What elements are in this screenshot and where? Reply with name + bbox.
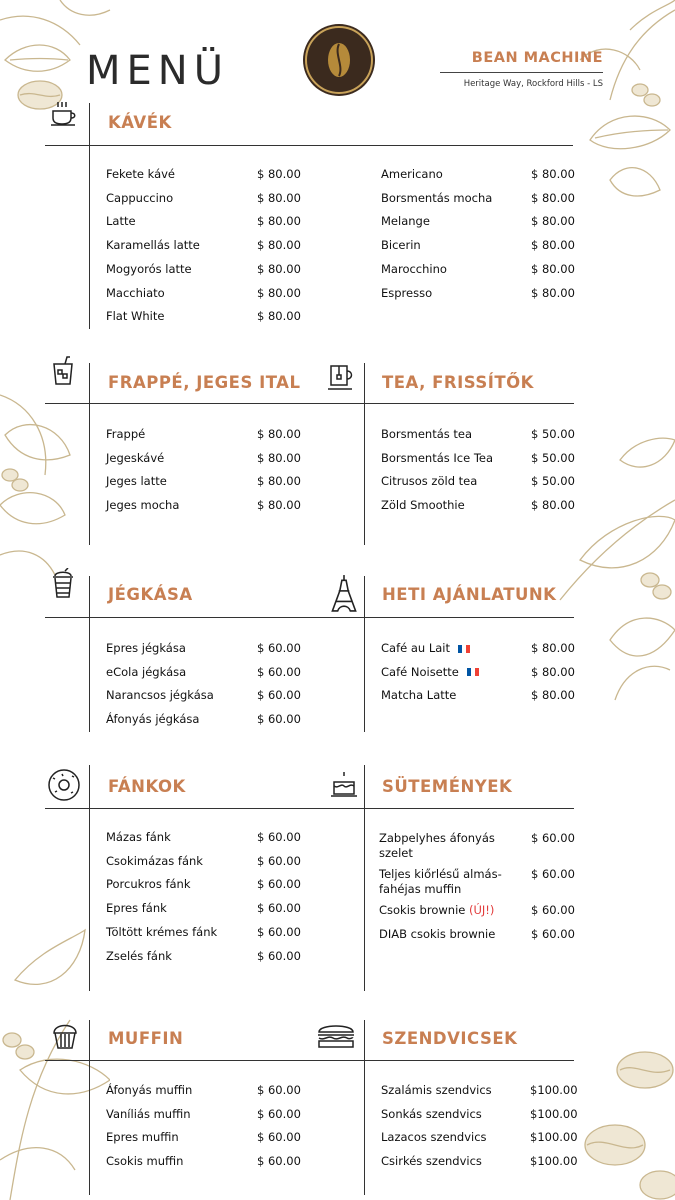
menu-item-name [381, 191, 492, 205]
menu-item-label: Frappé [106, 427, 146, 441]
menu-item-name [381, 286, 432, 300]
menu-item-price: $ 60.00 [257, 664, 301, 679]
muffin-icon [50, 1019, 80, 1049]
section-divider [45, 617, 363, 618]
menu-item-label: Epres fánk [106, 901, 167, 916]
menu-item-name [106, 167, 175, 181]
menu-item-label: Borsmentás mocha [381, 190, 493, 205]
menu-item-price: $ 60.00 [257, 1083, 301, 1097]
menu-item-price: $ 80.00 [531, 214, 575, 229]
menu-item-price: $ 60.00 [257, 877, 301, 892]
eiffel-tower-icon [328, 574, 360, 612]
menu-item-name [106, 498, 179, 512]
menu-item-price: $ 80.00 [257, 427, 301, 441]
menu-item-label: Zselés fánk [106, 948, 172, 963]
menu-item-label: Teljes kiőrlésű almás-fahéjas muffin [379, 867, 502, 896]
menu-item-name [381, 641, 470, 655]
menu-item-price: $ 80.00 [257, 190, 301, 205]
menu-item-name [381, 214, 430, 228]
menu-item-name [106, 665, 186, 679]
menu-item-label: Csokis brownie [379, 903, 466, 917]
section-title-frappe: FRAPPÉ, JEGES ITAL [108, 373, 301, 392]
menu-item-price: $ 60.00 [257, 641, 301, 655]
menu-item-label: Americano [381, 167, 443, 181]
section-title-jegkasa: JÉGKÁSA [108, 585, 193, 604]
menu-item-price: $ 80.00 [531, 285, 575, 300]
menu-item-price: $ 80.00 [531, 498, 575, 513]
menu-item-name [106, 877, 191, 891]
section-title-muffin: MUFFIN [108, 1029, 184, 1048]
menu-item-price: $ 50.00 [531, 427, 575, 441]
menu-item-name [106, 641, 186, 655]
menu-item-label: Mogyorós latte [106, 261, 192, 276]
menu-item-name [379, 831, 504, 861]
menu-item-price: $ 60.00 [257, 688, 301, 703]
menu-item-price: $ 80.00 [257, 167, 301, 181]
menu-item-price: $ 60.00 [531, 903, 575, 917]
section-divider [45, 403, 363, 404]
menu-item-name [106, 262, 192, 276]
menu-item-name [106, 286, 165, 300]
menu-item-label: Sonkás szendvics [381, 1106, 482, 1121]
section-divider [320, 1060, 574, 1061]
menu-item-label: Marocchino [381, 261, 447, 276]
menu-item-label: Café Noisette [381, 664, 459, 679]
menu-item-price: $ 60.00 [531, 831, 575, 845]
menu-item-price: $ 60.00 [257, 853, 301, 868]
menu-item-label: Jegeskávé [106, 450, 165, 465]
menu-item-name [381, 688, 456, 702]
menu-item-name [106, 1107, 191, 1121]
menu-item-price: $ 80.00 [257, 214, 301, 229]
menu-item-price: $ 80.00 [531, 641, 575, 655]
section-title-fankok: FÁNKOK [108, 777, 186, 796]
section-divider-vertical [364, 765, 365, 991]
menu-item-label: eCola jégkása [106, 664, 187, 679]
menu-item-name [106, 901, 167, 915]
menu-item-label: Flat White [106, 309, 165, 324]
menu-item-name [106, 1083, 192, 1097]
section-divider [320, 808, 574, 809]
menu-item-name [381, 262, 447, 276]
section-divider-vertical [89, 765, 90, 991]
menu-item-label: Mázas fánk [106, 830, 171, 844]
menu-item-label: Espresso [381, 285, 433, 300]
section-divider-vertical [89, 1020, 90, 1195]
menu-item-label: Lazacos szendvics [381, 1130, 487, 1145]
section-divider [45, 1060, 363, 1061]
new-badge: (ÚJ!) [465, 903, 495, 917]
menu-item-label: Csirkés szendvics [381, 1154, 482, 1169]
menu-item-label: Cappuccino [106, 190, 174, 205]
section-title-heti: HETI AJÁNLATUNK [382, 585, 557, 604]
menu-item-name [379, 867, 504, 897]
menu-item-price: $100.00 [530, 1083, 578, 1097]
menu-item-price: $ 80.00 [531, 238, 575, 253]
sandwich-icon [316, 1022, 356, 1050]
menu-item-name [106, 191, 173, 205]
menu-item-name [381, 238, 421, 252]
menu-item-name [106, 949, 172, 963]
brand-address: Heritage Way, Rockford Hills - LS [463, 79, 603, 89]
menu-item-name [106, 1154, 183, 1168]
menu-item-label: Csokis muffin [106, 1154, 184, 1169]
menu-item-price: $ 60.00 [257, 1154, 301, 1169]
menu-item-name [381, 427, 472, 441]
section-divider-vertical [364, 1020, 365, 1195]
menu-item-label: Latte [106, 214, 136, 229]
menu-item-price: $ 80.00 [531, 261, 575, 276]
menu-item-price: $ 80.00 [257, 450, 301, 465]
france-flag-icon [467, 668, 479, 676]
menu-item-label: Café au Lait [381, 641, 451, 655]
section-divider [320, 403, 574, 404]
menu-item-label: Szalámis szendvics [381, 1083, 492, 1097]
menu-item-name [106, 854, 203, 868]
menu-item-label: Epres muffin [106, 1130, 179, 1145]
menu-item-name [381, 474, 477, 488]
section-divider [45, 808, 363, 809]
coffee-bean-decoration-bottom-right [575, 1040, 675, 1200]
section-divider-vertical [89, 103, 90, 329]
menu-item-price: $ 80.00 [531, 664, 575, 679]
menu-item-price: $100.00 [530, 1106, 578, 1121]
menu-item-label: Melange [381, 214, 430, 229]
section-divider-vertical [364, 576, 365, 732]
menu-item-label: Töltött krémes fánk [106, 924, 218, 939]
menu-item-name [381, 1130, 487, 1144]
menu-item-label: Epres jégkása [106, 641, 186, 655]
menu-item-price: $ 80.00 [531, 688, 575, 703]
menu-item-price: $100.00 [530, 1154, 578, 1169]
menu-item-label: Borsmentás Ice Tea [381, 450, 494, 465]
tea-cup-icon [326, 363, 356, 393]
coffee-bean-logo-icon [303, 24, 375, 96]
menu-item-label: Vaníliás muffin [106, 1106, 191, 1121]
menu-item-label: Matcha Latte [381, 688, 457, 703]
menu-item-label: Citrusos zöld tea [381, 474, 478, 489]
menu-item-name [106, 238, 200, 252]
menu-item-name [379, 927, 495, 941]
menu-item-name [379, 903, 494, 917]
menu-item-price: $ 80.00 [257, 261, 301, 276]
menu-item-name [106, 214, 136, 228]
menu-item-label: Áfonyás jégkása [106, 712, 200, 727]
menu-item-name [106, 712, 199, 726]
menu-item-label: Macchiato [106, 285, 165, 300]
menu-item-name [106, 309, 164, 323]
menu-item-label: Jeges mocha [106, 498, 180, 513]
page-title: MENÜ [86, 48, 229, 94]
menu-item-price: $ 60.00 [531, 867, 575, 881]
menu-item-price: $ 50.00 [531, 474, 575, 489]
menu-item-price: $ 80.00 [257, 285, 301, 300]
section-divider-vertical [364, 363, 365, 545]
menu-item-name [106, 688, 214, 702]
section-title-sutemenyek: SÜTEMÉNYEK [382, 777, 513, 796]
menu-item-price: $ 60.00 [257, 830, 301, 844]
menu-item-price: $ 60.00 [257, 948, 301, 963]
menu-item-price: $ 60.00 [257, 1130, 301, 1145]
section-title-szendvicsek: SZENDVICSEK [382, 1029, 518, 1048]
menu-item-label: Zöld Smoothie [381, 498, 465, 513]
brand-logo [303, 24, 375, 96]
coffee-leaf-decoration-left-middle [0, 375, 90, 585]
menu-item-name [106, 451, 164, 465]
menu-item-label: Karamellás latte [106, 238, 200, 253]
menu-item-price: $ 80.00 [257, 498, 301, 513]
menu-item-name [381, 167, 443, 181]
menu-item-price: $ 60.00 [531, 926, 575, 941]
menu-item-label: DIAB csokis brownie [379, 926, 496, 941]
coffee-leaf-decoration-top-right [570, 0, 675, 260]
menu-item-price: $ 60.00 [257, 924, 301, 939]
menu-item-label: Áfonyás muffin [106, 1083, 193, 1097]
section-divider-vertical [89, 576, 90, 732]
menu-item-name [381, 1083, 492, 1097]
cake-icon [329, 770, 359, 800]
menu-item-label: Csokimázas fánk [106, 853, 203, 868]
brand-name: BEAN MACHINE [471, 50, 603, 66]
menu-item-name [381, 451, 493, 465]
menu-item-name [106, 925, 217, 939]
menu-item-name [381, 665, 479, 679]
menu-item-name [106, 427, 145, 441]
menu-item-price: $ 60.00 [257, 712, 301, 727]
coffee-cup-icon [49, 98, 79, 128]
menu-item-price: $ 80.00 [257, 238, 301, 253]
donut-icon [47, 768, 81, 802]
menu-item-price: $ 80.00 [257, 474, 301, 489]
menu-item-price: $ 80.00 [257, 309, 301, 324]
section-divider [320, 617, 574, 618]
section-title-kavek: KÁVÉK [108, 113, 172, 132]
menu-item-name [106, 474, 167, 488]
menu-item-price: $100.00 [530, 1130, 578, 1145]
menu-item-name [106, 830, 171, 844]
menu-item-price: $ 80.00 [531, 190, 575, 205]
menu-item-price: $ 60.00 [257, 1106, 301, 1121]
menu-item-price: $ 50.00 [531, 450, 575, 465]
section-divider [45, 145, 573, 146]
menu-item-label: Borsmentás tea [381, 427, 473, 441]
section-divider-vertical [89, 363, 90, 545]
menu-item-name [381, 1154, 482, 1168]
menu-item-label: Fekete kávé [106, 167, 176, 181]
iced-drink-icon [48, 356, 78, 386]
section-title-tea: TEA, FRISSÍTŐK [382, 373, 534, 392]
menu-item-price: $ 60.00 [257, 901, 301, 916]
menu-item-label: Narancsos jégkása [106, 688, 214, 703]
menu-item-price: $ 80.00 [531, 167, 575, 181]
menu-item-label: Bicerin [381, 238, 421, 253]
brand-divider [440, 72, 603, 73]
slushie-cup-icon [48, 568, 78, 598]
menu-item-label: Zabpelyhes áfonyás szelet [379, 831, 495, 860]
menu-item-name [381, 1107, 482, 1121]
menu-item-label: Jeges latte [106, 474, 167, 489]
menu-item-name [106, 1130, 179, 1144]
france-flag-icon [458, 645, 470, 653]
menu-item-name [381, 498, 465, 512]
menu-item-label: Porcukros fánk [106, 877, 191, 892]
